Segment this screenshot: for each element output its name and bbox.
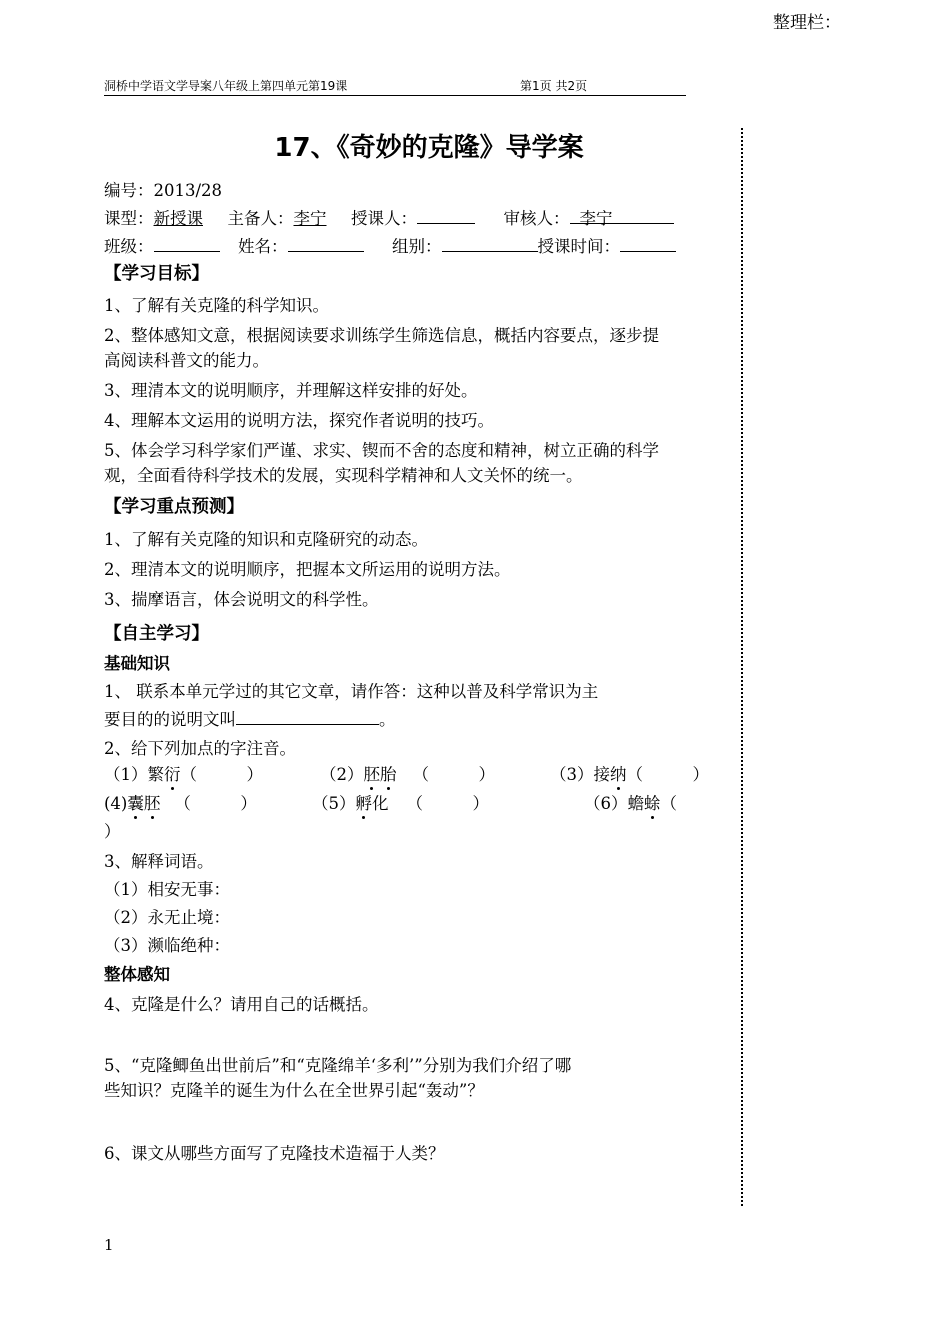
group-blank[interactable]	[442, 233, 538, 252]
pinyin-item: (4)囊胚 （ ）	[104, 794, 257, 813]
answer-paren[interactable]: （ ）	[406, 794, 489, 813]
pinyin-item: （5）孵化 （ ）	[312, 794, 489, 813]
number-value: 2013/28	[153, 181, 223, 200]
dotted-char: 胚	[363, 765, 380, 784]
header-course-info: 洞桥中学语文学导案八年级上第四单元第19课	[104, 79, 348, 93]
basic-knowledge-heading: 基础知识	[104, 654, 170, 673]
key-point-item: 2、理清本文的说明顺序，把握本文所运用的说明方法。	[104, 560, 511, 579]
question-1-line1: 1、 联系本单元学过的其它文章，请作答：这种以普及科学常识为主	[104, 682, 599, 701]
answer-paren[interactable]: （ ）	[180, 765, 263, 784]
pinyin-item: （3）接纳（ ）	[550, 765, 709, 784]
self-study-heading: 【自主学习】	[104, 624, 209, 644]
goals-heading: 【学习目标】	[104, 264, 209, 284]
dotted-char: 胚	[143, 794, 161, 813]
question-1-blank[interactable]	[236, 706, 379, 725]
pinyin-tail: ）	[104, 822, 121, 841]
question-3: 3、解释词语。	[104, 852, 214, 871]
term-item: （2）永无止境：	[104, 908, 230, 927]
key-points-heading: 【学习重点预测】	[104, 497, 244, 517]
pinyin-item: （1）繁衍（ ）	[104, 765, 263, 784]
side-note-label: 整理栏：	[773, 13, 841, 33]
answer-paren[interactable]: （ ）	[412, 765, 495, 784]
reviewer-value: 李宁	[579, 209, 613, 228]
time-blank[interactable]	[620, 233, 676, 252]
key-point-item: 3、揣摩语言，体会说明文的科学性。	[104, 590, 379, 609]
header-page-info: 第1页 共2页	[520, 79, 588, 93]
pinyin-item: （2）胚胎 （ ）	[320, 765, 495, 784]
goal-item: 4、理解本文运用的说明方法，探究作者说明的技巧。	[104, 411, 494, 430]
pinyin-item: （6）蟾蜍（	[584, 794, 677, 813]
dotted-char: 纳	[610, 765, 627, 784]
question-5-line2: 些知识？克隆羊的诞生为什么在全世界引起“轰动”？	[104, 1081, 484, 1100]
meta-type-line	[104, 205, 674, 229]
name-label: 姓名：	[238, 237, 288, 256]
dotted-char: 胎	[380, 765, 397, 784]
question-1-text: 要目的的说明文叫	[104, 710, 236, 729]
goal-item: 观，全面看待科学技术的发展，实现科学精神和人文关怀的统一。	[104, 466, 583, 485]
term-item: （3）濒临绝种：	[104, 936, 230, 955]
question-5-line1: 5、“克隆鲫鱼出世前后”和“克隆绵羊‘多利’”分别为我们介绍了哪	[104, 1056, 572, 1075]
dotted-char: 蜍	[644, 794, 661, 813]
dotted-char: 衍	[164, 765, 181, 784]
preparer-label: 主备人：	[227, 209, 294, 228]
dotted-char: 孵	[355, 794, 372, 813]
goal-item: 2、整体感知文意，根据阅读要求训练学生筛选信息，概括内容要点，逐步提	[104, 326, 659, 345]
reviewer-label: 审核人：	[503, 209, 570, 228]
page-title: 17、《奇妙的克隆》导学案	[274, 133, 584, 163]
goal-item: 5、体会学习科学家们严谨、求实、锲而不舍的态度和精神，树立正确的科学	[104, 441, 659, 460]
class-blank[interactable]	[154, 233, 220, 252]
goal-item: 1、了解有关克隆的科学知识。	[104, 296, 329, 315]
key-point-item: 1、了解有关克隆的知识和克隆研究的动态。	[104, 530, 428, 549]
question-6: 6、课文从哪些方面写了克隆技术造福于人类？	[104, 1144, 445, 1163]
dotted-char: 囊	[127, 794, 144, 813]
type-label: 课型：	[104, 209, 154, 228]
reviewer-blank	[570, 205, 674, 228]
overall-perception-heading: 整体感知	[104, 965, 170, 984]
term-item: （1）相安无事：	[104, 880, 230, 899]
question-1-line2	[104, 706, 396, 730]
question-1-end: 。	[379, 710, 396, 729]
meta-class-line	[104, 233, 676, 257]
teacher-label: 授课人：	[351, 209, 417, 228]
group-label: 组别：	[392, 237, 442, 256]
class-label: 班级：	[104, 237, 154, 256]
answer-paren[interactable]: （ ）	[626, 765, 709, 784]
meta-number-line	[104, 177, 222, 201]
answer-paren[interactable]: （ ）	[174, 794, 257, 813]
page-number: 1	[104, 1236, 114, 1254]
goal-item: 3、理清本文的说明顺序，并理解这样安排的好处。	[104, 381, 478, 400]
number-label: 编号：	[104, 181, 154, 200]
header-rule	[104, 95, 686, 96]
goal-item: 高阅读科普文的能力。	[104, 351, 269, 370]
name-blank[interactable]	[288, 233, 364, 252]
question-4: 4、克隆是什么？请用自己的话概括。	[104, 995, 379, 1014]
question-2: 2、给下列加点的字注音。	[104, 739, 296, 758]
answer-paren[interactable]: （	[660, 794, 677, 813]
teacher-blank[interactable]	[417, 205, 475, 224]
binding-dotted-line	[741, 128, 743, 1206]
type-value: 新授课	[153, 209, 203, 228]
preparer-value: 李宁	[293, 209, 327, 228]
time-label: 授课时间：	[537, 237, 620, 256]
